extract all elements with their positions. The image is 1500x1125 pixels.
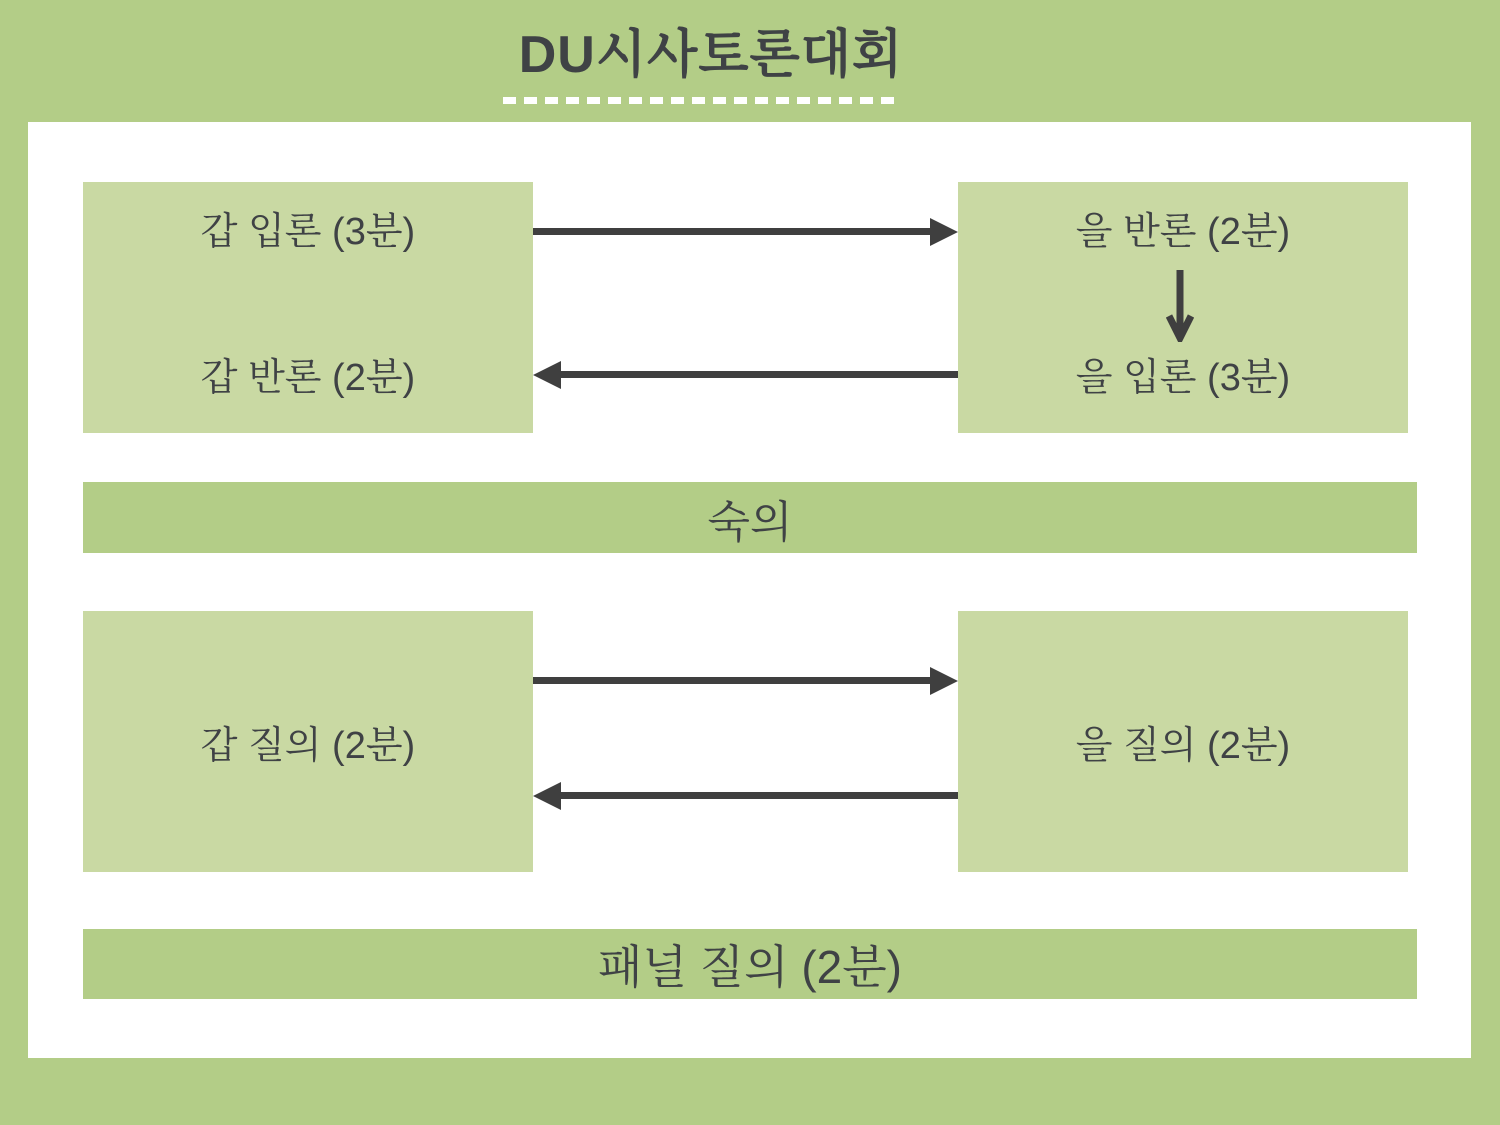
gap-rebuttal-label: 갑 반론 (2분) (200, 357, 416, 399)
title-underline-dashes (503, 97, 899, 104)
gap-speech-box (83, 182, 533, 433)
arrow-shaft (533, 677, 932, 684)
page-title: DU시사토론대회 (518, 26, 904, 84)
eul-rebuttal-label: 을 반론 (2분) (1075, 211, 1291, 253)
bottom-right-arrow-icon (533, 667, 958, 695)
gap-question-box (83, 611, 533, 872)
arrow-head (533, 361, 561, 389)
arrow-shaft (533, 228, 932, 235)
down-arrow-icon (1166, 270, 1194, 342)
eul-question-box (958, 611, 1408, 872)
bottom-left-arrow-icon (533, 782, 958, 810)
eul-opening-label: 을 입론 (3분) (1075, 357, 1291, 399)
top-left-arrow-icon (533, 361, 958, 389)
deliberation-label: 숙의 (707, 497, 793, 547)
arrow-shaft (559, 371, 958, 378)
arrow-head (930, 667, 958, 695)
eul-speech-box (958, 182, 1408, 433)
panel-question-band (83, 929, 1417, 999)
top-right-arrow-icon (533, 218, 958, 246)
content-panel (28, 122, 1471, 1058)
deliberation-band (83, 482, 1417, 553)
gap-question-label: 갑 질의 (2분) (200, 725, 416, 767)
eul-question-label: 을 질의 (2분) (1075, 725, 1291, 767)
arrow-head (930, 218, 958, 246)
arrow-shaft (559, 792, 958, 799)
gap-opening-label: 갑 입론 (3분) (200, 211, 416, 253)
panel-question-label: 패널 질의 (2분) (598, 941, 902, 993)
arrow-head (533, 782, 561, 810)
